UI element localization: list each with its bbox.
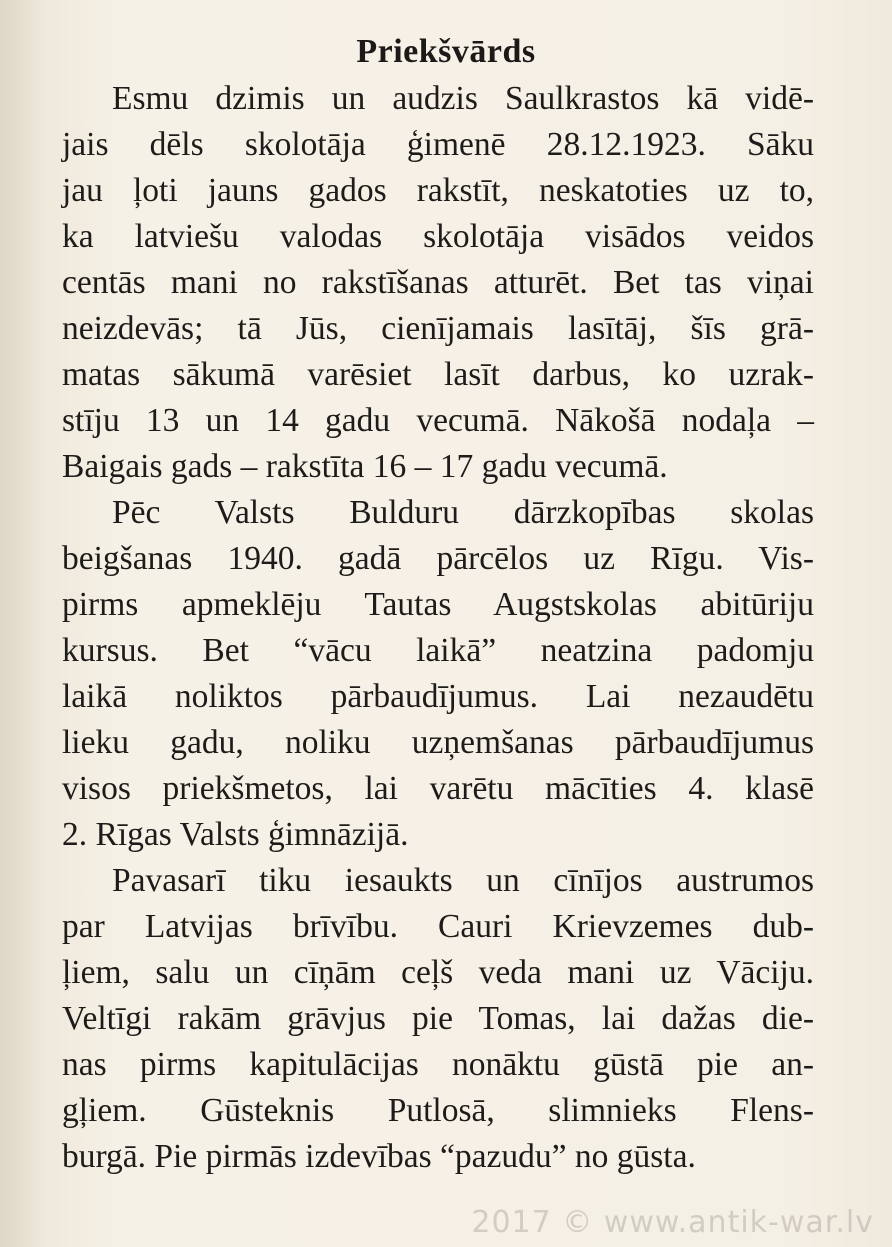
text-line: Baigais gads – rakstīta 16 – 17 gadu vecumā.: [62, 448, 668, 485]
text-line: centās mani no rakstīšanas atturēt. Bet tas viņai: [62, 264, 814, 301]
text-line: Pēc Valsts Bulduru dārzkopības skolas: [112, 494, 814, 531]
text-line: jais dēls skolotāja ģimenē 28.12.1923. Sāku: [62, 126, 814, 163]
text-line: kursus. Bet “vācu laikā” neatzina padomju: [62, 632, 814, 669]
text-line: neizdevās; tā Jūs, cienījamais lasītāj, šīs grā-: [62, 310, 814, 347]
text-line: visos priekšmetos, lai varētu mācīties 4. klasē: [62, 770, 814, 807]
paragraph-1: [62, 76, 814, 490]
text-line: ka latviešu valodas skolotāja visādos veidos: [62, 218, 814, 255]
text-line: Esmu dzimis un audzis Saulkrastos kā vidē-: [112, 80, 814, 117]
text-line: Pavasarī tiku iesaukts un cīnījos austrumos: [112, 862, 814, 899]
text-line: Veltīgi rakām grāvjus pie Tomas, lai dažas die-: [62, 1000, 814, 1037]
paragraph-3: [62, 858, 814, 1180]
text-line: ļiem, salu un cīņām ceļš veda mani uz Vāciju.: [62, 954, 814, 991]
body-text: [62, 76, 814, 1180]
paragraph-2: [62, 490, 814, 858]
text-line: gļiem. Gūsteknis Putlosā, slimnieks Flens-: [62, 1092, 814, 1129]
text-line: burgā. Pie pirmās izdevības “pazudu” no gūsta.: [62, 1138, 696, 1175]
text-line: beigšanas 1940. gadā pārcēlos uz Rīgu. Vis-: [62, 540, 814, 577]
text-line: par Latvijas brīvību. Cauri Krievzemes dub-: [62, 908, 814, 945]
text-line: lieku gadu, noliku uzņemšanas pārbaudījumus: [62, 724, 814, 761]
page-title: Priekšvārds: [356, 33, 536, 70]
text-line: laikā noliktos pārbaudījumus. Lai nezaudētu: [62, 678, 814, 715]
text-line: nas pirms kapitulācijas nonāktu gūstā pie an-: [62, 1046, 814, 1083]
watermark-text: 2017 © www.antik-war.lv: [471, 1205, 874, 1240]
text-line: pirms apmeklēju Tautas Augstskolas abitūriju: [62, 586, 814, 623]
text-line: jau ļoti jauns gados rakstīt, neskatoties uz to,: [62, 172, 814, 209]
text-line: 2. Rīgas Valsts ģimnāzijā.: [62, 816, 409, 853]
text-line: stīju 13 un 14 gadu vecumā. Nākošā nodaļa –: [62, 402, 814, 439]
text-line: matas sākumā varēsiet lasīt darbus, ko uzrak-: [62, 356, 814, 393]
